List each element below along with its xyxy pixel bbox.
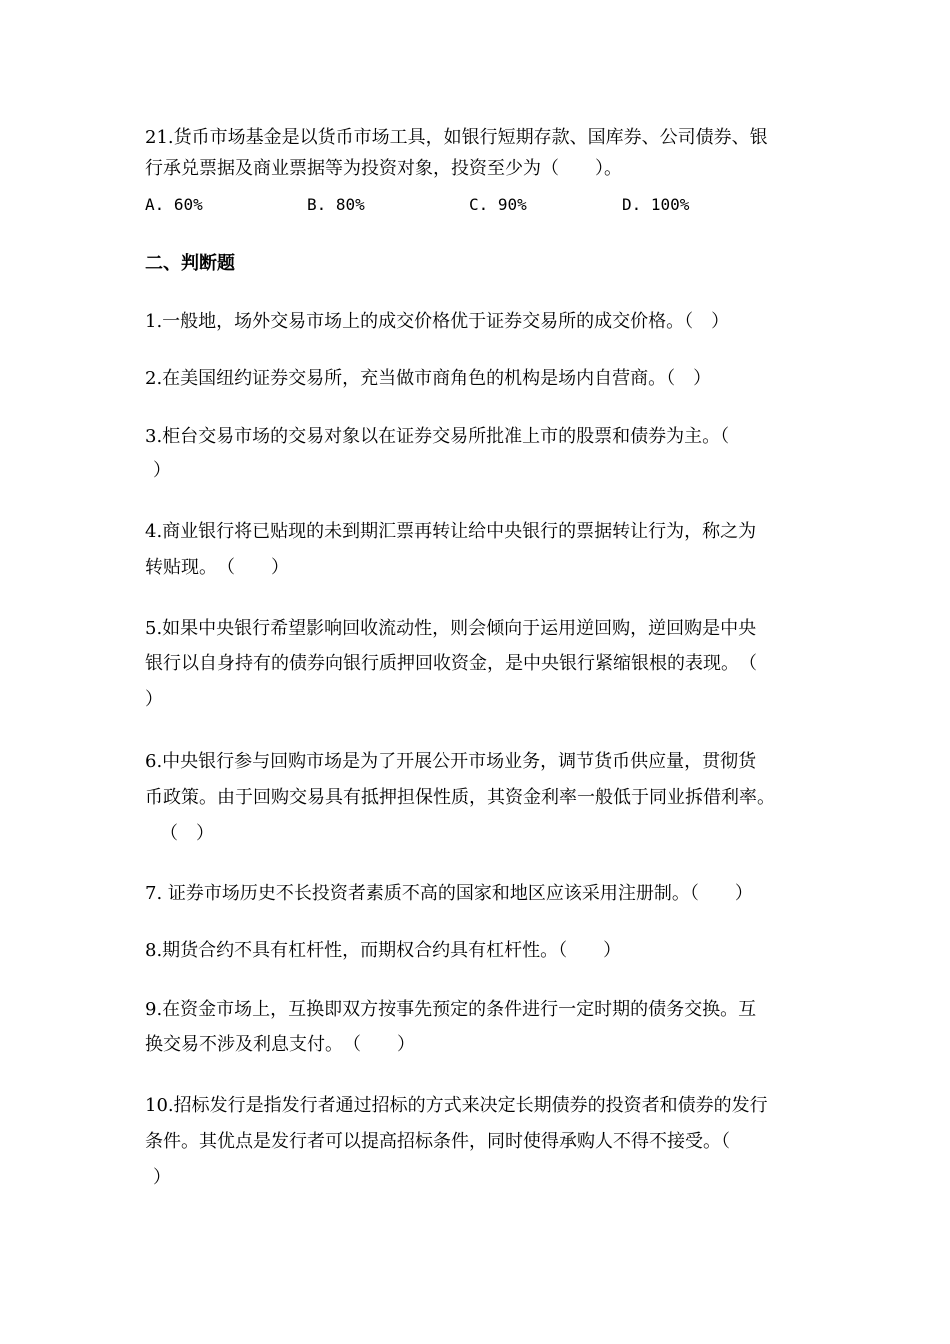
judgment-4-line2: 转贴现。 （ ）	[145, 557, 289, 578]
judgment-6-line1: 6.中央银行参与回购市场是为了开展公开市场业务，调节货币供应量，贯彻货	[145, 751, 757, 772]
judgment-5-line3: ）	[145, 689, 163, 710]
section-title: 二、判断题	[145, 253, 235, 274]
judgment-9-line1: 9.在资金市场上，互换即双方按事先预定的条件进行一定时期的债务交换。互	[145, 999, 757, 1020]
judgment-10-line1: 10.招标发行是指发行者通过招标的方式来决定长期债券的投资者和债券的发行	[145, 1095, 768, 1116]
judgment-8-line1: 8.期货合约不具有杠杆性，而期权合约具有杠杆性。（ ）	[145, 940, 622, 961]
q21-option-d: D. 100%	[622, 195, 690, 214]
judgment-5-line1: 5.如果中央银行希望影响回收流动性，则会倾向于运用逆回购，逆回购是中央	[145, 618, 757, 639]
q21-option-b: B. 80%	[307, 195, 365, 214]
judgment-3-line1: 3.柜台交易市场的交易对象以在证券交易所批准上市的股票和债券为主。（	[145, 426, 730, 447]
judgment-1-line1: 1.一般地，场外交易市场上的成交价格优于证券交易所的成交价格。（ ）	[145, 311, 730, 332]
judgment-10-line3: ）	[153, 1167, 171, 1188]
judgment-6-line2: 币政策。由于回购交易具有抵押担保性质，其资金利率一般低于同业拆借利率。	[145, 787, 775, 808]
judgment-9-line2: 换交易不涉及利息支付。 （ ）	[145, 1034, 415, 1055]
q21-stem-line1: 21.货币市场基金是以货币市场工具，如银行短期存款、国库券、公司债券、银	[145, 127, 768, 148]
judgment-2-line1: 2.在美国纽约证券交易所，充当做市商角色的机构是场内自营商。（ ）	[145, 368, 712, 389]
judgment-4-line1: 4.商业银行将已贴现的未到期汇票再转让给中央银行的票据转让行为，称之为	[145, 521, 757, 542]
judgment-7-line1: 7. 证券市场历史不长投资者素质不高的国家和地区应该采用注册制。（ ）	[145, 883, 753, 904]
judgment-5-line2: 银行以自身持有的债券向银行质押回收资金，是中央银行紧缩银根的表现。 （	[145, 653, 757, 674]
q21-option-c: C. 90%	[469, 195, 527, 214]
judgment-6-line3: （ ）	[160, 823, 214, 844]
q21-stem-line2: 行承兑票据及商业票据等为投资对象，投资至少为（ ）。	[145, 158, 622, 179]
judgment-10-line2: 条件。其优点是发行者可以提高招标条件，同时使得承购人不得不接受。（	[145, 1131, 730, 1152]
judgment-3-line2: ）	[153, 460, 171, 481]
q21-option-a: A. 60%	[145, 195, 203, 214]
